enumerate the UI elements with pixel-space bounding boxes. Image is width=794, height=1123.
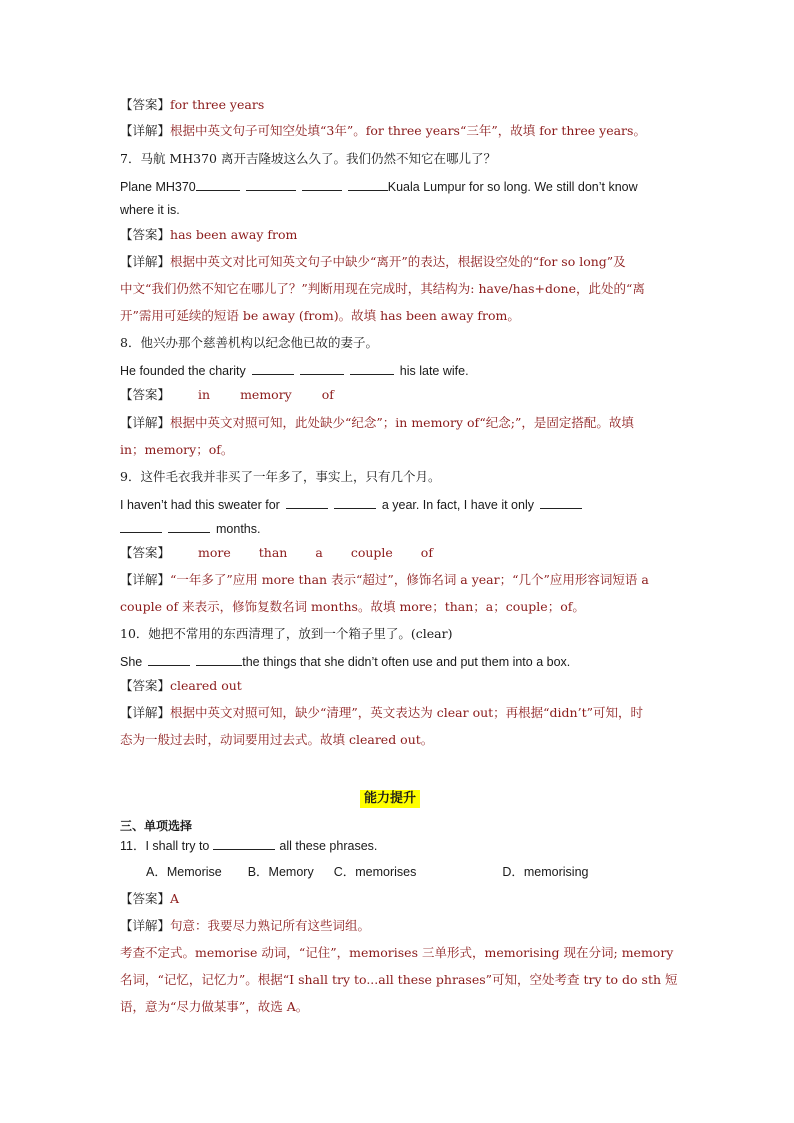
english-text: Plane MH370: [120, 180, 196, 194]
detail-text: “一年多了”应用 more than 表示“超过”，修饰名词 a year；“几个”应用形容词短语 a: [170, 572, 649, 587]
answer-text: cleared out: [170, 678, 242, 693]
english-text: She: [120, 655, 143, 669]
answer-line-q11: [120, 890, 179, 908]
answer-word: than: [258, 545, 288, 560]
options-q11: [146, 863, 589, 881]
answer-word: couple: [350, 545, 393, 560]
detail-line-q7-2: 中文“我们仍然不知它在哪儿了？”判断用现在完成时，其结构为: have/has+done，此处的“离: [120, 281, 645, 296]
english-line-q10: [120, 652, 570, 671]
blank: [168, 519, 210, 533]
answer-label: 【答案】: [120, 545, 171, 560]
detail-label: 【详解】: [120, 705, 171, 720]
english-text: He founded the charity: [120, 364, 246, 378]
blank: [246, 177, 296, 191]
detail-label: 【详解】: [120, 254, 171, 269]
blank: [348, 177, 388, 191]
blank: [540, 495, 582, 509]
answer-label: 【答案】: [120, 891, 171, 906]
question-q11: [120, 836, 377, 855]
question-stem: all these phrases.: [279, 839, 378, 853]
english-line-q7: [120, 177, 638, 196]
answer-word: of: [321, 387, 334, 402]
detail-text: 根据中英文句子可知空处填“3年”。for three years“三年”，故填 for three years。: [170, 123, 646, 138]
detail-line-q8-1: [120, 414, 634, 432]
english-line-q9: [120, 495, 582, 514]
answer-line-q9: [120, 544, 433, 562]
blank: [196, 652, 242, 666]
detail-line-q9-2: couple of 来表示，修饰复数名词 months。故填 more；than；a；couple；of。: [120, 599, 585, 614]
answer-word: more: [198, 545, 231, 560]
answer-label: 【答案】: [120, 97, 171, 112]
english-text: the things that she didn’t often use and put them into a box.: [242, 655, 571, 669]
question-q7: 7．马航 MH370 离开吉隆坡这么久了。我们仍然不知它在哪儿了？: [120, 151, 496, 166]
english-line-q9-2: [120, 519, 260, 538]
english-line-q7-2: where it is.: [120, 203, 180, 217]
english-text: Kuala Lumpur for so long. We still don’t know: [387, 180, 638, 194]
blank: [148, 652, 190, 666]
detail-label: 【详解】: [120, 572, 171, 587]
blank: [334, 495, 376, 509]
question-q8: 8．他兴办那个慈善机构以纪念他已故的妻子。: [120, 335, 378, 350]
answer-text: A: [170, 891, 180, 906]
option-d: D．memorising: [502, 865, 589, 879]
answer-line-q8: [120, 386, 334, 404]
question-q9: 9．这件毛衣我并非买了一年多了，事实上，只有几个月。: [120, 469, 441, 484]
detail-label: 【详解】: [120, 123, 171, 138]
blank: [350, 361, 394, 375]
detail-line-q10-2: 态为一般过去时，动词要用过去式。故填 cleared out。: [120, 732, 434, 747]
english-text: his late wife.: [399, 364, 469, 378]
answer-label: 【答案】: [120, 387, 171, 402]
detail-text: 根据中英文对照可知，此处缺少“纪念”；in memory of“纪念;”，是固定搭配。故填: [170, 415, 634, 430]
section-title: 能力提升: [360, 790, 420, 808]
answer-text: for three years: [170, 97, 265, 112]
option-c: C．memorises: [333, 865, 417, 879]
blank: [300, 361, 344, 375]
detail-line-q7-3: 开”需用可延续的短语 be away (from)。故填 has been away from。: [120, 308, 520, 323]
blank: [252, 361, 294, 375]
answer-label: 【答案】: [120, 678, 171, 693]
question-q10: 10．她把不常用的东西清理了，放到一个箱子里了。(clear): [120, 626, 453, 641]
option-a: A．Memorise: [146, 865, 222, 879]
detail-text: 根据中英文对比可知英文句子中缺少“离开”的表达，根据设空处的“for so long”及: [170, 254, 626, 269]
answer-line-q10: [120, 677, 242, 695]
detail-line-q8-2: in；memory；of。: [120, 442, 234, 457]
detail-line-q11-4: 语，意为“尽力做某事”，故选 A。: [120, 999, 309, 1014]
answer-word: of: [420, 545, 433, 560]
section-heading: 三、单项选择: [120, 819, 193, 833]
answer-word: in: [198, 387, 211, 402]
blank: [120, 519, 162, 533]
detail-label: 【详解】: [120, 918, 171, 933]
detail-line-q7-1: [120, 253, 626, 271]
blank: [302, 177, 342, 191]
detail-line-q10-1: [120, 704, 643, 722]
blank: [196, 177, 240, 191]
answer-label: 【答案】: [120, 227, 171, 242]
detail-label: 【详解】: [120, 415, 171, 430]
answer-text: has been away from: [170, 227, 298, 242]
blank: [286, 495, 328, 509]
detail-line-q6: [120, 122, 646, 140]
english-text: I haven’t had this sweater for: [120, 498, 280, 512]
detail-text: 根据中英文对照可知，缺少“清理”，英文表达为 clear out；再根据“didn’t”可知，时: [170, 705, 643, 720]
detail-line-q11-2: 考查不定式。memorise 动词，“记住”，memorises 三单形式，memorising 现在分词; memory: [120, 945, 674, 960]
option-b: B．Memory: [247, 865, 314, 879]
question-stem: 11．I shall try to: [120, 839, 210, 853]
english-line-q8: [120, 361, 469, 380]
answer-line-q7: [120, 226, 297, 244]
english-text: a year. In fact, I have it only: [381, 498, 534, 512]
answer-word: a: [315, 545, 323, 560]
blank: [213, 836, 275, 850]
detail-line-q11-1: [120, 917, 370, 935]
detail-line-q11-3: 名词，“记忆，记忆力”。根据“I shall try to...all these phrases”可知，空处考查 try to do sth 短: [120, 972, 678, 987]
detail-line-q9-1: [120, 571, 649, 589]
answer-line-q6: [120, 96, 264, 114]
answer-word: memory: [240, 387, 292, 402]
english-text: months.: [216, 522, 261, 536]
detail-text: 句意：我要尽力熟记所有这些词组。: [170, 918, 371, 933]
